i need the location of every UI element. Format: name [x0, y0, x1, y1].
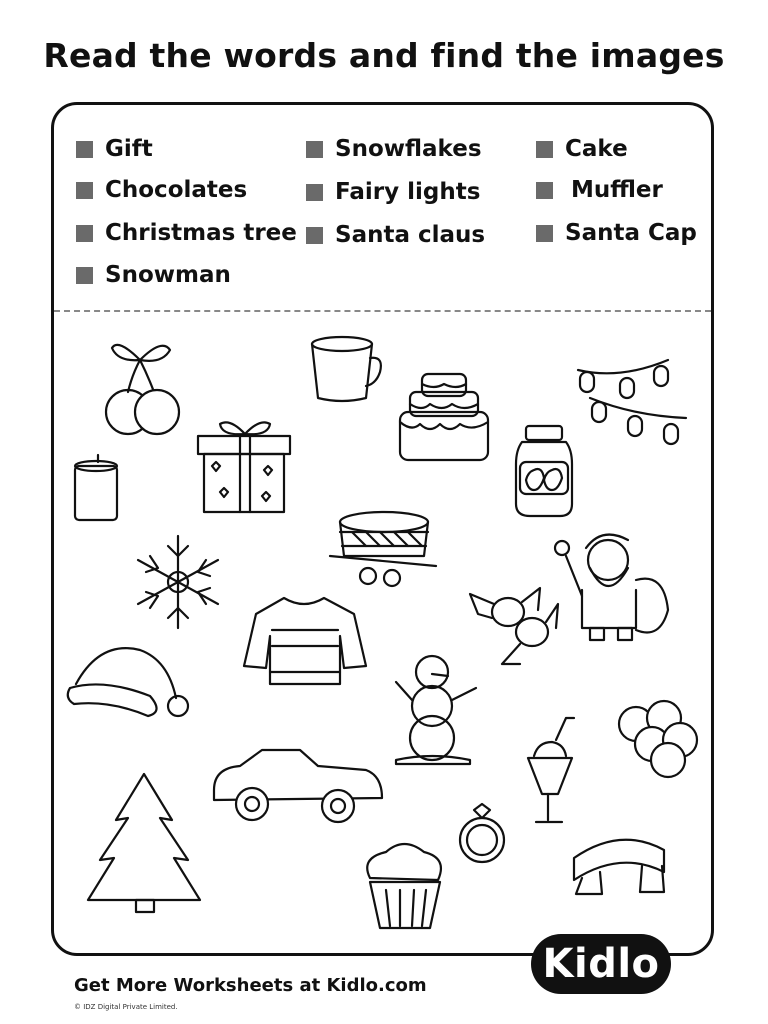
mug-icon	[312, 337, 381, 401]
muffler-icon	[574, 840, 664, 894]
word-label: Fairy lights	[335, 179, 481, 205]
word-label: Snowman	[105, 262, 231, 288]
candle-icon	[75, 455, 117, 520]
snowflake-icon	[138, 536, 218, 628]
santa-icon	[555, 535, 668, 640]
word-label: Santa Cap	[565, 220, 697, 246]
coins-icon	[619, 701, 697, 777]
word-label: Snowflakes	[335, 136, 482, 162]
candies-icon	[470, 588, 558, 664]
christmas-tree-icon	[88, 774, 200, 912]
sweater-icon	[244, 598, 366, 684]
jam-jar-icon	[516, 426, 572, 516]
word-label: Santa claus	[335, 222, 486, 248]
toy-car-icon	[214, 750, 382, 822]
ring-icon	[460, 804, 504, 862]
cake-icon	[400, 374, 488, 460]
word-label: Chocolates	[105, 177, 248, 203]
gift-icon	[198, 422, 290, 512]
fairy-lights-icon	[578, 360, 686, 444]
word-label: Gift	[105, 136, 153, 162]
cherries-icon	[106, 345, 179, 434]
milkshake-icon	[528, 718, 574, 822]
snowman-icon	[396, 656, 476, 764]
word-label: Cake	[565, 136, 628, 162]
cupcake-icon	[367, 844, 441, 928]
word-label: Christmas tree	[105, 220, 297, 246]
santa-cap-icon	[68, 648, 188, 716]
kidlo-logo: Kidlo	[531, 934, 671, 994]
page-title: Read the words and find the images	[43, 36, 725, 75]
word-label: Muffler	[571, 177, 663, 203]
copyright-text: © IDZ Digital Private Limited.	[74, 1003, 178, 1011]
toy-drum-icon	[330, 512, 436, 586]
footer-cta: Get More Worksheets at Kidlo.com	[74, 975, 427, 996]
